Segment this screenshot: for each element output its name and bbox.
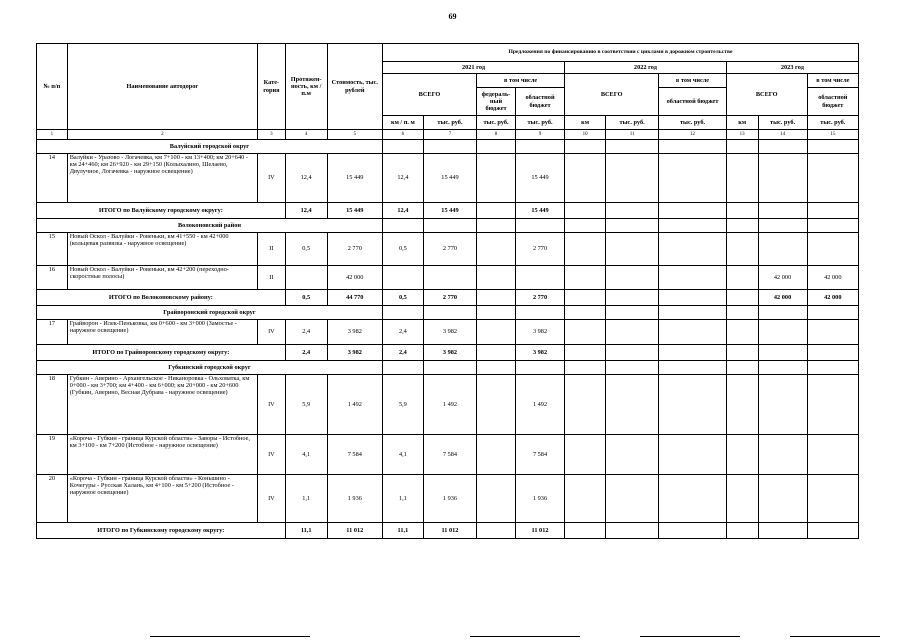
col-number: 12 <box>659 130 727 140</box>
col-number: 11 <box>606 130 659 140</box>
unit-thous: тыс. руб. <box>423 116 476 130</box>
col-number: 13 <box>726 130 758 140</box>
col-number: 1 <box>37 130 68 140</box>
row-no: 15 <box>37 233 68 266</box>
col-number: 8 <box>477 130 516 140</box>
road-cost: 3 982 <box>327 320 382 345</box>
road-category: II <box>258 266 286 290</box>
col-number: 6 <box>382 130 423 140</box>
unit-thous: тыс. руб. <box>515 116 564 130</box>
col-number: 14 <box>758 130 807 140</box>
km-2021: 0,5 <box>382 233 423 266</box>
road-cost: 42 000 <box>327 266 382 290</box>
total-2021: 2 770 <box>423 233 476 266</box>
header-year-2021: 2021 год <box>382 62 564 74</box>
road-cost: 1 936 <box>327 475 382 523</box>
total-2021: 1 492 <box>423 375 476 435</box>
total-2023: 42 000 <box>758 266 807 290</box>
total-regional-2021: 3 982 <box>515 345 564 361</box>
header-total-2022: ВСЕГО <box>565 74 659 116</box>
total-km-2021: 2,4 <box>382 345 423 361</box>
road-length: 4,1 <box>285 435 327 475</box>
col-number: 10 <box>565 130 606 140</box>
road-category: IV <box>258 435 286 475</box>
district-title: Валуйский городской округ <box>37 140 383 154</box>
total-sum-2021: 15 449 <box>423 203 476 219</box>
total-sum-2021: 11 012 <box>423 523 476 539</box>
road-name: Валуйки - Уразово - Логачевка, км 7+100 - км 13+400; км 20+640 - км 24+460; км 26+920 - км 29+150 (Колыхалино, Шелаево, Двулучное, Логачевка - наружное освещение) <box>67 154 257 203</box>
unit-thous: тыс. руб. <box>807 116 858 130</box>
total-label: ИТОГО по Губкинскому городскому округу: <box>37 523 286 539</box>
total-label: ИТОГО по Грайворонскому городскому округу: <box>37 345 286 361</box>
total-length: 2,4 <box>285 345 327 361</box>
header-incl-2021: в том числе <box>477 74 565 88</box>
total-2021: 7 584 <box>423 435 476 475</box>
total-sum-2021: 2 770 <box>423 290 476 306</box>
header-total-2023: ВСЕГО <box>726 74 807 116</box>
regional-2021: 1 492 <box>515 375 564 435</box>
total-2021: 3 982 <box>423 320 476 345</box>
road-name: «Короча - Губкин - граница Курской области» - Коньшино - Кочегуры - Русская Халань, км 4+100 - км 5+200 (Истобное - наружное освещение) <box>67 475 257 523</box>
row-no: 14 <box>37 154 68 203</box>
regional-2021: 2 770 <box>515 233 564 266</box>
road-name: Новый Оскол - Валуйки - Ровеньки, км 41+550 - км 42+000 (кольцевая развязка - наружное освещение) <box>67 233 257 266</box>
total-2021: 15 449 <box>423 154 476 203</box>
header-proposals: Предложения по финансированию в соответствии с циклами в дорожном строительстве <box>382 44 858 62</box>
total-label: ИТОГО по Валуйскому городскому округу: <box>37 203 286 219</box>
total-cost: 15 449 <box>327 203 382 219</box>
road-name: Грайворон - Илек-Пеньковка, км 0+600 - км 3+000 (Замостье - наружное освещение) <box>67 320 257 345</box>
header-regional-2021: областной бюджет <box>515 88 564 116</box>
total-length: 0,5 <box>285 290 327 306</box>
road-length: 12,4 <box>285 154 327 203</box>
unit-km-pm: км / п. м <box>382 116 423 130</box>
regional-2021: 3 982 <box>515 320 564 345</box>
header-total-2021: ВСЕГО <box>382 74 476 116</box>
road-name: «Короча - Губкин - граница Курской области» - Заворы - Истобное, км 3+100 - км 7+200 (Истобное - наружное освещение) <box>67 435 257 475</box>
regional-2023: 42 000 <box>807 266 858 290</box>
total-regional-2021: 15 449 <box>515 203 564 219</box>
road-name: Новый Оскол - Валуйки - Ровеньки, км 42+200 (переходно-скоростные полосы) <box>67 266 257 290</box>
header-year-2022: 2022 год <box>565 62 727 74</box>
total-length: 11,1 <box>285 523 327 539</box>
road-length: 1,1 <box>285 475 327 523</box>
row-no: 17 <box>37 320 68 345</box>
total-sum-2023: 42 000 <box>758 290 807 306</box>
row-no: 16 <box>37 266 68 290</box>
total-regional-2021: 2 770 <box>515 290 564 306</box>
header-cost: Стоимость, тыс. рублей <box>327 44 382 130</box>
col-number: 7 <box>423 130 476 140</box>
km-2021: 2,4 <box>382 320 423 345</box>
km-2021: 12,4 <box>382 154 423 203</box>
unit-thous: тыс. руб. <box>758 116 807 130</box>
total-sum-2021: 3 982 <box>423 345 476 361</box>
road-category: IV <box>258 154 286 203</box>
district-title: Волоконовский район <box>37 219 383 233</box>
row-no: 20 <box>37 475 68 523</box>
unit-thous: тыс. руб. <box>477 116 516 130</box>
unit-thous: тыс. руб. <box>606 116 659 130</box>
total-regional-2021: 11 012 <box>515 523 564 539</box>
col-number: 15 <box>807 130 858 140</box>
unit-thous: тыс. руб. <box>659 116 727 130</box>
header-regional-2022: областной бюджет <box>659 88 727 116</box>
page-number: 69 <box>448 12 457 21</box>
total-cost: 11 012 <box>327 523 382 539</box>
road-cost: 15 449 <box>327 154 382 203</box>
total-label: ИТОГО по Волоконовскому району: <box>37 290 286 306</box>
road-cost: 1 492 <box>327 375 382 435</box>
regional-2021: 1 936 <box>515 475 564 523</box>
col-number: 4 <box>285 130 327 140</box>
total-2021: 1 936 <box>423 475 476 523</box>
road-category: IV <box>258 375 286 435</box>
road-category: IV <box>258 475 286 523</box>
row-no: 19 <box>37 435 68 475</box>
total-km-2021: 11,1 <box>382 523 423 539</box>
total-regional-2023: 42 000 <box>807 290 858 306</box>
road-length: 5,9 <box>285 375 327 435</box>
header-incl-2023: в том числе <box>807 74 858 88</box>
road-cost: 7 584 <box>327 435 382 475</box>
km-2021: 5,9 <box>382 375 423 435</box>
regional-2021: 7 584 <box>515 435 564 475</box>
col-number: 9 <box>515 130 564 140</box>
header-name: Наименование автодорог <box>67 44 257 130</box>
page-bottom-edge <box>0 634 905 640</box>
road-cost: 2 770 <box>327 233 382 266</box>
col-number: 3 <box>258 130 286 140</box>
regional-2021: 15 449 <box>515 154 564 203</box>
header-incl-2022: в том числе <box>659 74 727 88</box>
road-length: 0,5 <box>285 233 327 266</box>
header-length: Протяжен-ность, км / п.м <box>285 44 327 130</box>
total-cost: 44 770 <box>327 290 382 306</box>
total-length: 12,4 <box>285 203 327 219</box>
header-regional-2023: областной бюджет <box>807 88 858 116</box>
col-number: 5 <box>327 130 382 140</box>
header-year-2023: 2023 год <box>726 62 858 74</box>
km-2021: 1,1 <box>382 475 423 523</box>
district-title: Грайворонский городской округ <box>37 306 383 320</box>
total-km-2021: 0,5 <box>382 290 423 306</box>
unit-km: км <box>565 116 606 130</box>
district-title: Губкинский городской округ <box>37 361 383 375</box>
road-length: 2,4 <box>285 320 327 345</box>
unit-km: км <box>726 116 758 130</box>
col-number: 2 <box>67 130 257 140</box>
header-no: № п/п <box>37 44 68 130</box>
header-federal-2021: федераль-ный бюджет <box>477 88 516 116</box>
total-km-2021: 12,4 <box>382 203 423 219</box>
road-name: Губкин - Аверино - Архангельское - Никаноровка - Ольховатка, км 0+000 - км 3+700; км 4+400 - км 6+000; км 20+000 - км 20+600 (Губкин, Аверино, Весная Дубрава - наружное освещение) <box>67 375 257 435</box>
km-2021: 4,1 <box>382 435 423 475</box>
road-category: II <box>258 233 286 266</box>
header-category: Кате-гория <box>258 44 286 130</box>
financing-table <box>36 43 859 539</box>
road-category: IV <box>258 320 286 345</box>
total-cost: 3 982 <box>327 345 382 361</box>
row-no: 18 <box>37 375 68 435</box>
